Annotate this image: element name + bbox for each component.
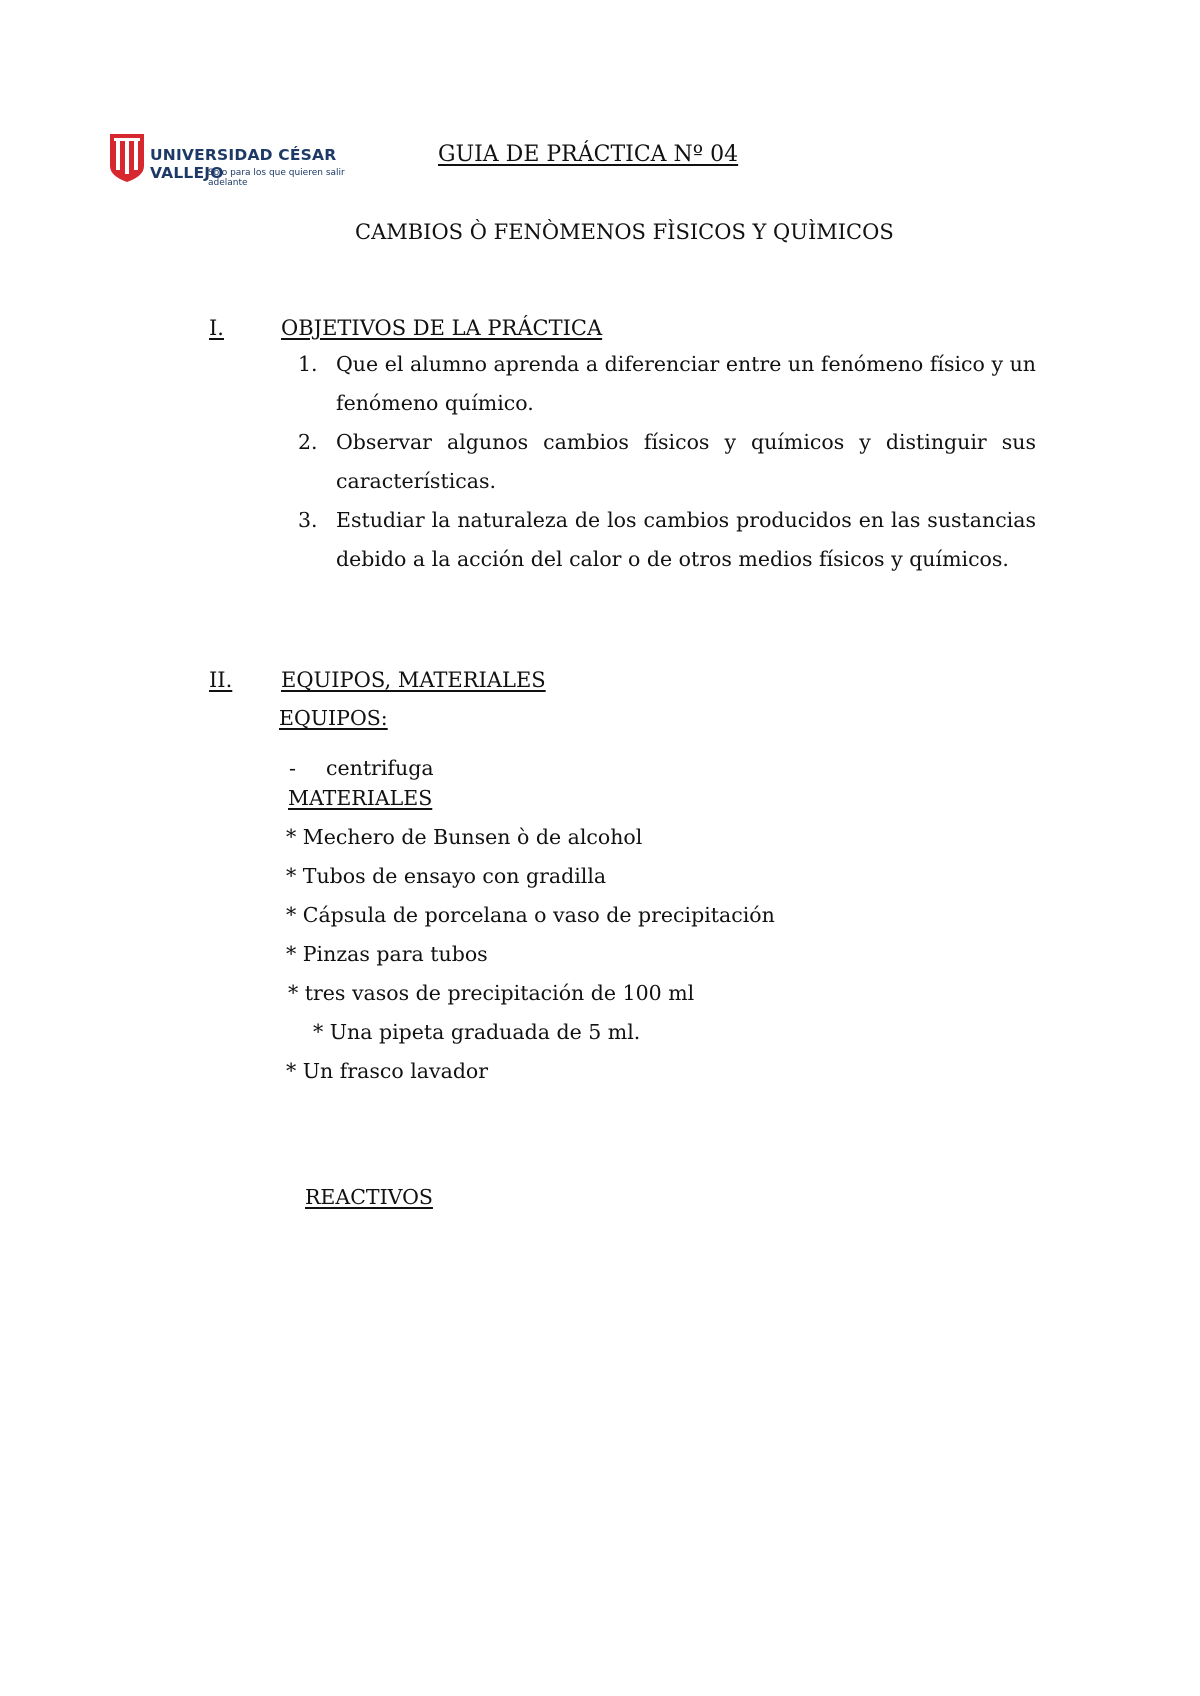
objectives-list: [298, 345, 1036, 579]
list-item: * Tubos de ensayo con gradilla: [286, 864, 607, 888]
shield-icon: [108, 132, 148, 184]
reactivos-heading: REACTIVOS: [305, 1185, 433, 1209]
list-item: * Mechero de Bunsen ò de alcohol: [286, 825, 643, 849]
objective-text: Observar algunos cambios físicos y químicos y distinguir sus características.: [336, 430, 1036, 493]
list-item: * tres vasos de precipitación de 100 ml: [288, 981, 695, 1005]
list-item: * Pinzas para tubos: [286, 942, 488, 966]
equipos-dash: -: [289, 756, 296, 780]
logo-tagline: Solo para los que quieren salir adelante: [208, 168, 345, 188]
equipos-heading: EQUIPOS:: [279, 706, 388, 730]
list-item: 3. Estudiar la naturaleza de los cambios producidos en las sustancias debido a la acción del calor o de otros medios físicos y químicos.: [298, 508, 1036, 571]
page-subtitle: CAMBIOS Ò FENÒMENOS FÌSICOS Y QUÌMICOS: [355, 220, 894, 244]
logo-name: UNIVERSIDAD CÉSAR VALLEJO: [150, 146, 337, 182]
section1-number-gap: [209, 316, 281, 340]
university-logo: [108, 132, 368, 188]
section1-title: OBJETIVOS DE LA PRÁCTICA: [281, 316, 603, 340]
equipos-item: centrifuga: [326, 756, 434, 780]
list-item: 2. Observar algunos cambios físicos y químicos y distinguir sus características.: [298, 430, 1036, 493]
objective-text: Que el alumno aprenda a diferenciar entre un fenómeno físico y un fenómeno químico.: [336, 352, 1036, 415]
section1-number: I.: [209, 316, 224, 340]
page-title: GUIA DE PRÁCTICA Nº 04: [438, 142, 739, 167]
objective-text: Estudiar la naturaleza de los cambios producidos en las sustancias debido a la acción del calor o de otros medios físicos y químicos.: [336, 508, 1036, 571]
list-item: * Cápsula de porcelana o vaso de precipitación: [286, 903, 775, 927]
list-item: * Una pipeta graduada de 5 ml.: [313, 1020, 641, 1044]
section2-number: II.: [209, 668, 233, 692]
list-item: 1. Que el alumno aprenda a diferenciar entre un fenómeno físico y un fenómeno químico.: [298, 352, 1036, 415]
section2-title: EQUIPOS, MATERIALES: [281, 668, 546, 692]
materiales-heading: MATERIALES: [288, 786, 433, 810]
list-item: * Un frasco lavador: [286, 1059, 489, 1083]
